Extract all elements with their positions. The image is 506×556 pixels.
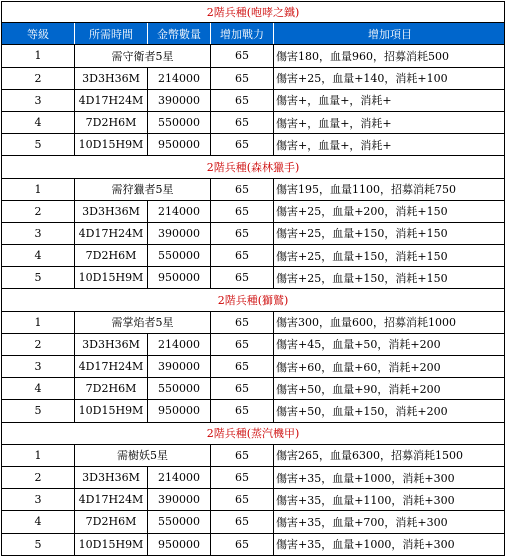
time-cell: 7D2H6M bbox=[74, 511, 147, 532]
table-row bbox=[1, 489, 505, 511]
level-cell: 4 bbox=[1, 245, 74, 266]
effect-cell: 傷害+35，血量+1000，消耗+300 bbox=[273, 467, 505, 488]
cost-cell: 214000 bbox=[147, 68, 210, 89]
time-cell: 4D17H24M bbox=[74, 90, 147, 111]
time-cell: 3D3H36M bbox=[74, 201, 147, 222]
level-cell: 5 bbox=[1, 267, 74, 288]
cost-cell: 550000 bbox=[147, 112, 210, 133]
effect-cell: 傷害+25，血量+150，消耗+150 bbox=[273, 267, 505, 288]
time-cell: 10D15H9M bbox=[74, 534, 147, 555]
level-cell: 1 bbox=[1, 312, 74, 333]
level-cell: 4 bbox=[1, 378, 74, 399]
level-cell: 2 bbox=[1, 201, 74, 222]
section-title-row bbox=[1, 423, 505, 445]
effect-cell: 傷害+35，血量+700，消耗+300 bbox=[273, 511, 505, 532]
effect-cell: 傷害+35，血量+1000，消耗+300 bbox=[273, 534, 505, 555]
table-row bbox=[1, 534, 505, 556]
cost-cell: 390000 bbox=[147, 489, 210, 510]
effect-cell: 傷害180，血量960，招募消耗500 bbox=[273, 45, 505, 66]
header-cost: 金幣數量 bbox=[147, 23, 210, 44]
cost-cell: 950000 bbox=[147, 534, 210, 555]
power-cell: 65 bbox=[210, 356, 273, 377]
power-cell: 65 bbox=[210, 534, 273, 555]
upgrade-table bbox=[1, 1, 505, 556]
time-cell: 4D17H24M bbox=[74, 489, 147, 510]
header-time: 所需時間 bbox=[74, 23, 147, 44]
level-cell: 2 bbox=[1, 334, 74, 355]
effect-cell: 傷害+25，血量+200，消耗+150 bbox=[273, 201, 505, 222]
level-cell: 2 bbox=[1, 68, 74, 89]
effect-cell: 傷害265，血量6300，招募消耗1500 bbox=[273, 445, 505, 466]
requirement-cell: 需樹妖5星 bbox=[74, 445, 210, 466]
section-title: 2階兵種(獅鷲) bbox=[1, 289, 505, 310]
level-cell: 3 bbox=[1, 356, 74, 377]
table-row bbox=[1, 356, 505, 378]
power-cell: 65 bbox=[210, 378, 273, 399]
cost-cell: 390000 bbox=[147, 90, 210, 111]
level-cell: 1 bbox=[1, 45, 74, 66]
effect-cell: 傷害+45，血量+50，消耗+200 bbox=[273, 334, 505, 355]
table-row bbox=[1, 467, 505, 489]
table-row bbox=[1, 400, 505, 422]
table-row bbox=[1, 45, 505, 67]
section-title-row bbox=[1, 1, 505, 23]
header-level: 等級 bbox=[1, 23, 74, 44]
table-row bbox=[1, 267, 505, 289]
time-cell: 3D3H36M bbox=[74, 334, 147, 355]
level-cell: 3 bbox=[1, 90, 74, 111]
cost-cell: 390000 bbox=[147, 223, 210, 244]
level-cell: 4 bbox=[1, 511, 74, 532]
table-row bbox=[1, 245, 505, 267]
power-cell: 65 bbox=[210, 45, 273, 66]
table-row bbox=[1, 134, 505, 156]
time-cell: 7D2H6M bbox=[74, 378, 147, 399]
table-row bbox=[1, 112, 505, 134]
power-cell: 65 bbox=[210, 90, 273, 111]
power-cell: 65 bbox=[210, 68, 273, 89]
time-cell: 7D2H6M bbox=[74, 245, 147, 266]
effect-cell: 傷害+60，血量+60，消耗+200 bbox=[273, 356, 505, 377]
cost-cell: 214000 bbox=[147, 201, 210, 222]
table-row bbox=[1, 511, 505, 533]
section-title-row bbox=[1, 289, 505, 311]
effect-cell: 傷害+，血量+，消耗+ bbox=[273, 90, 505, 111]
level-cell: 2 bbox=[1, 467, 74, 488]
level-cell: 3 bbox=[1, 489, 74, 510]
power-cell: 65 bbox=[210, 223, 273, 244]
level-cell: 1 bbox=[1, 445, 74, 466]
level-cell: 5 bbox=[1, 134, 74, 155]
cost-cell: 214000 bbox=[147, 334, 210, 355]
time-cell: 10D15H9M bbox=[74, 400, 147, 421]
effect-cell: 傷害300，血量600，招募消耗1000 bbox=[273, 312, 505, 333]
power-cell: 65 bbox=[210, 445, 273, 466]
time-cell: 4D17H24M bbox=[74, 356, 147, 377]
requirement-cell: 需守衛者5星 bbox=[74, 45, 210, 66]
power-cell: 65 bbox=[210, 511, 273, 532]
cost-cell: 390000 bbox=[147, 356, 210, 377]
power-cell: 65 bbox=[210, 267, 273, 288]
cost-cell: 550000 bbox=[147, 245, 210, 266]
section-title: 2階兵種(森林獵手) bbox=[1, 156, 505, 177]
time-cell: 10D15H9M bbox=[74, 134, 147, 155]
section-title: 2階兵種(咆哮之鐵) bbox=[1, 2, 505, 22]
time-cell: 4D17H24M bbox=[74, 223, 147, 244]
cost-cell: 950000 bbox=[147, 400, 210, 421]
power-cell: 65 bbox=[210, 467, 273, 488]
table-row bbox=[1, 334, 505, 356]
header-power: 增加戰力 bbox=[210, 23, 273, 44]
table-row bbox=[1, 223, 505, 245]
requirement-cell: 需掌焰者5星 bbox=[74, 312, 210, 333]
effect-cell: 傷害+25，血量+150，消耗+150 bbox=[273, 245, 505, 266]
power-cell: 65 bbox=[210, 489, 273, 510]
power-cell: 65 bbox=[210, 245, 273, 266]
power-cell: 65 bbox=[210, 400, 273, 421]
power-cell: 65 bbox=[210, 134, 273, 155]
table-row bbox=[1, 312, 505, 334]
section-title-row bbox=[1, 156, 505, 178]
section-title: 2階兵種(蒸汽機甲) bbox=[1, 423, 505, 444]
power-cell: 65 bbox=[210, 112, 273, 133]
table-row bbox=[1, 445, 505, 467]
cost-cell: 550000 bbox=[147, 378, 210, 399]
time-cell: 3D3H36M bbox=[74, 68, 147, 89]
table-row bbox=[1, 201, 505, 223]
cost-cell: 550000 bbox=[147, 511, 210, 532]
time-cell: 7D2H6M bbox=[74, 112, 147, 133]
power-cell: 65 bbox=[210, 334, 273, 355]
power-cell: 65 bbox=[210, 312, 273, 333]
power-cell: 65 bbox=[210, 201, 273, 222]
table-row bbox=[1, 90, 505, 112]
cost-cell: 950000 bbox=[147, 267, 210, 288]
column-header-row bbox=[1, 23, 505, 45]
effect-cell: 傷害+，血量+，消耗+ bbox=[273, 134, 505, 155]
level-cell: 4 bbox=[1, 112, 74, 133]
level-cell: 1 bbox=[1, 179, 74, 200]
table-row bbox=[1, 179, 505, 201]
time-cell: 3D3H36M bbox=[74, 467, 147, 488]
time-cell: 10D15H9M bbox=[74, 267, 147, 288]
table-row bbox=[1, 68, 505, 90]
cost-cell: 214000 bbox=[147, 467, 210, 488]
level-cell: 5 bbox=[1, 534, 74, 555]
effect-cell: 傷害+50，血量+90，消耗+200 bbox=[273, 378, 505, 399]
effect-cell: 傷害+25，血量+140，消耗+100 bbox=[273, 68, 505, 89]
table-row bbox=[1, 378, 505, 400]
effect-cell: 傷害+，血量+，消耗+ bbox=[273, 112, 505, 133]
cost-cell: 950000 bbox=[147, 134, 210, 155]
effect-cell: 傷害+35，血量+1100，消耗+300 bbox=[273, 489, 505, 510]
power-cell: 65 bbox=[210, 179, 273, 200]
level-cell: 5 bbox=[1, 400, 74, 421]
effect-cell: 傷害+50，血量+150，消耗+200 bbox=[273, 400, 505, 421]
header-effect: 增加項目 bbox=[273, 23, 505, 44]
requirement-cell: 需狩獵者5星 bbox=[74, 179, 210, 200]
level-cell: 3 bbox=[1, 223, 74, 244]
effect-cell: 傷害+25，血量+150，消耗+150 bbox=[273, 223, 505, 244]
effect-cell: 傷害195，血量1100，招募消耗750 bbox=[273, 179, 505, 200]
